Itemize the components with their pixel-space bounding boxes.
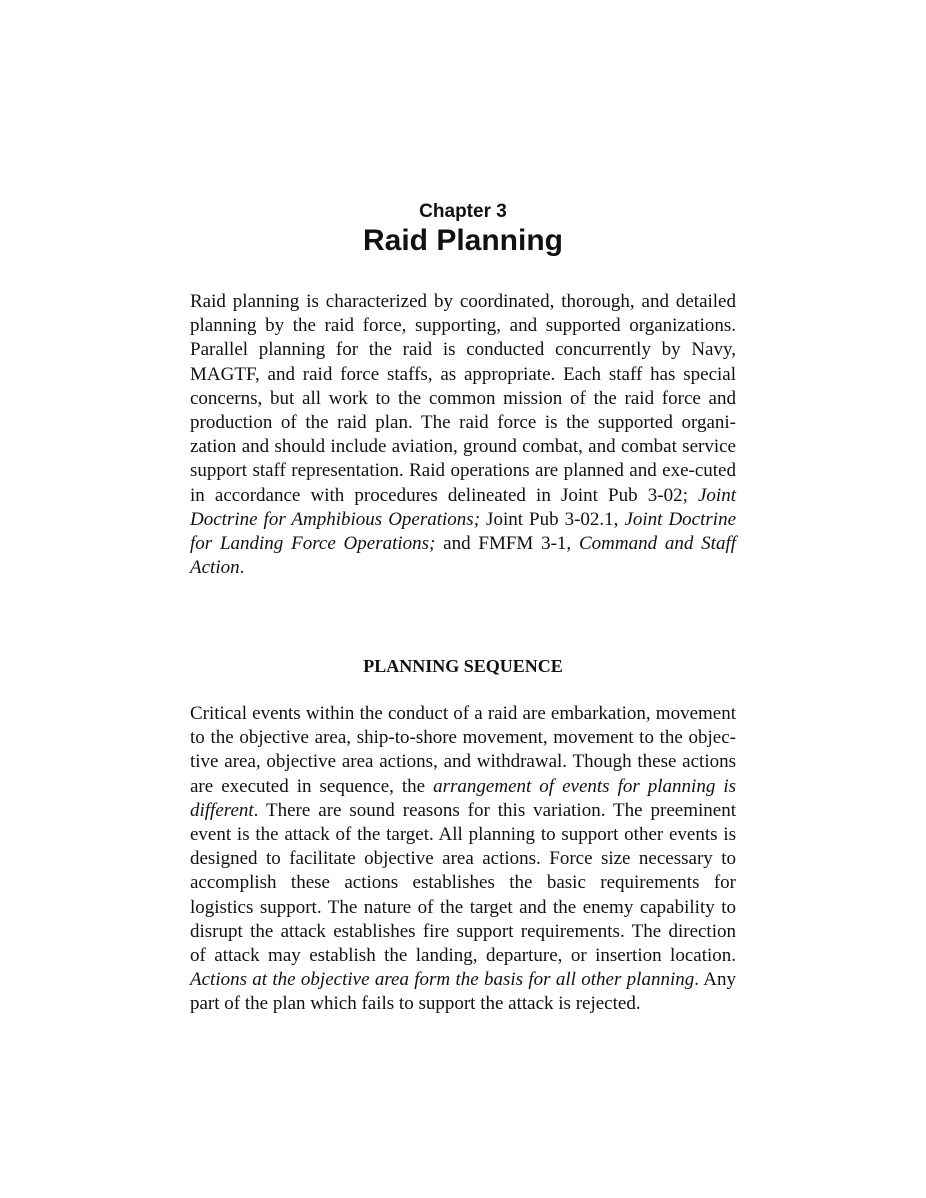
intro-text-3: and FMFM 3-1, — [435, 533, 579, 555]
intro-text-2: Joint Pub 3-02.1, — [480, 508, 625, 530]
intro-text-1: Raid planning is characterized by coordinated, thorough, and detailed planning by the raid force, supporting, and supported organizations. Parallel planning for the raid is conducted concurrently by Navy, MAGTF, and raid force staffs, as appropriate. Each staff has special concerns, but all work to the common mission of the raid force and production of the raid plan. The raid force is the supported organi-zation and should include aviation, ground combat, and combat service support staff representation. Raid operations are planned and exe-cuted in accordance with procedures delineated in Joint Pub 3-02; — [190, 291, 736, 506]
sequence-emphasis-2: Actions at the objective area form the basis for all other planning — [190, 969, 695, 991]
sequence-emphasis-1: arrangement of events for planning is different — [190, 775, 737, 821]
section-heading: PLANNING SEQUENCE — [363, 656, 563, 676]
chapter-number: Chapter 3 — [419, 201, 507, 222]
reference-command-staff-action: Command and Staff Action — [190, 533, 736, 579]
intro-text-4: . — [239, 557, 245, 579]
sequence-text-2: . There are sound reasons for this variation. The preeminent event is the attack of the target. All planning to support other events is designed to facilitate objective area actions. Force size necessary to accomplish these actions establishes the basic requirements for logistics support. The nature of the target and the enemy capability to disrupt the attack establishes fire support requirements. The direction of attack may establish the landing, departure, or insertion location. — [190, 799, 736, 967]
reference-joint-doctrine-amphibious: Joint Doctrine for Amphibious Operations; — [190, 484, 736, 530]
intro-paragraph — [190, 290, 736, 580]
reference-joint-doctrine-landing-force: Joint Doctrine for Landing Force Operations; — [190, 508, 736, 555]
sequence-text-1: Critical events within the conduct of a raid are embarkation, movement to the objective area, ship-to-shore movement, movement to the objec-tive area, objective area actions, and withdrawal. Though these actions are executed in sequence, the — [190, 703, 736, 797]
planning-sequence-paragraph — [190, 702, 736, 1017]
sequence-text-3: . Any part of the plan which fails to support the attack is rejected. — [190, 969, 736, 1015]
chapter-title: Raid Planning — [362, 224, 563, 257]
